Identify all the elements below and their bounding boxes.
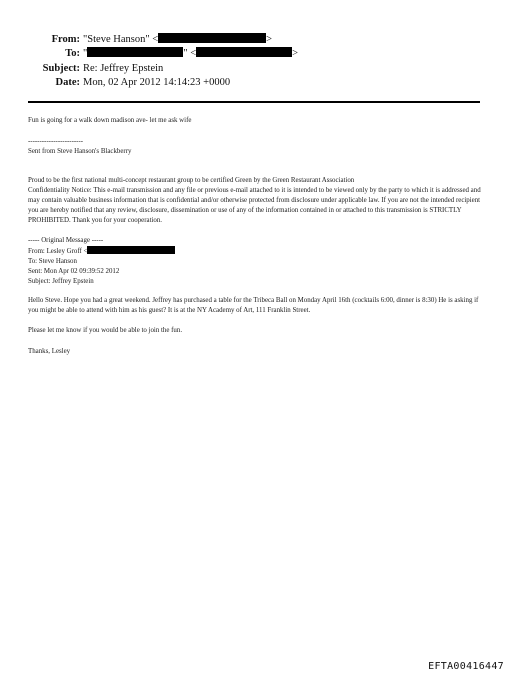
hello-paragraph: Hello Steve. Hope you had a great weekend. Jeffrey has purchased a table for the Tribeca Ball on Monday April 16th (cocktails 6:00, dinner is 8:30) He is asking if you might be able to attend with him as his guest? It is at the NY Academy of Art, 111 Franklin Street. [28,297,479,314]
subject-row [0,62,512,76]
reply-line: Fun is going for a walk down madison ave- let me ask wife [28,117,192,124]
redaction-bar [196,47,292,57]
to-row [0,47,512,61]
from-row [0,33,512,47]
green-notice: Proud to be the first national multi-concept restaurant group to be certified Green by the Green Restaurant Association [28,177,355,184]
date-row [0,76,512,90]
original-subject: Subject: Jeffrey Epstein [28,278,94,285]
original-from [28,246,484,257]
original-body [28,296,484,316]
reply-text [28,116,484,126]
document-id: EFTA00416447 [428,661,504,672]
signature-separator [28,137,484,147]
to-close: > [292,48,299,59]
subject-label: Subject: [42,63,80,74]
subject-value: Re: Jeffrey Epstein [83,63,164,74]
original-message-label: ----- Original Message ----- [28,237,104,244]
original-from-text: From: Lesley Groff < [28,248,88,255]
original-sent: Sent: Mon Apr 02 09:39:52 2012 [28,268,120,275]
header-divider [28,101,480,103]
signoff [28,347,484,357]
from-value [83,33,272,47]
please-paragraph [28,326,484,336]
signature [28,147,484,157]
redaction-bar [158,33,266,43]
to-label: To: [65,48,80,59]
redaction-bar [87,246,175,254]
confidentiality-notice: Confidentiality Notice: This e-mail transmission and any file or previous e-mail attached to it is intended to be viewed only by the party to which it is addressed and may contain valuable business information that is confidential and/or otherwise protected from disclosure under applicable law. If you are not the intended recipient you are hereby notified that any review, disclosure, dissemination or use of any of the information contained in or attached to this transmission is STRICTLY PROHIBITED. Thank you for your cooperation. [28,187,481,224]
redaction-bar [87,47,183,57]
from-label: From: [51,34,80,45]
date-label: Date: [55,77,80,88]
please-line: Please let me know if you would be able to join the fun. [28,327,183,334]
to-open: " [83,48,88,59]
original-message-header [28,236,484,287]
to-mid: " < [183,48,197,59]
date-value: Mon, 02 Apr 2012 14:14:23 +0000 [83,77,231,88]
disclaimer [28,176,484,226]
original-to: To: Steve Hanson [28,258,77,265]
thanks-line: Thanks, Lesley [28,348,71,355]
to-value [83,47,298,61]
separator-line: ------------------------ [28,138,84,145]
signature-line: Sent from Steve Hanson's Blackberry [28,148,132,155]
from-close: > [266,34,273,45]
from-name: "Steve Hanson" < [83,34,159,45]
